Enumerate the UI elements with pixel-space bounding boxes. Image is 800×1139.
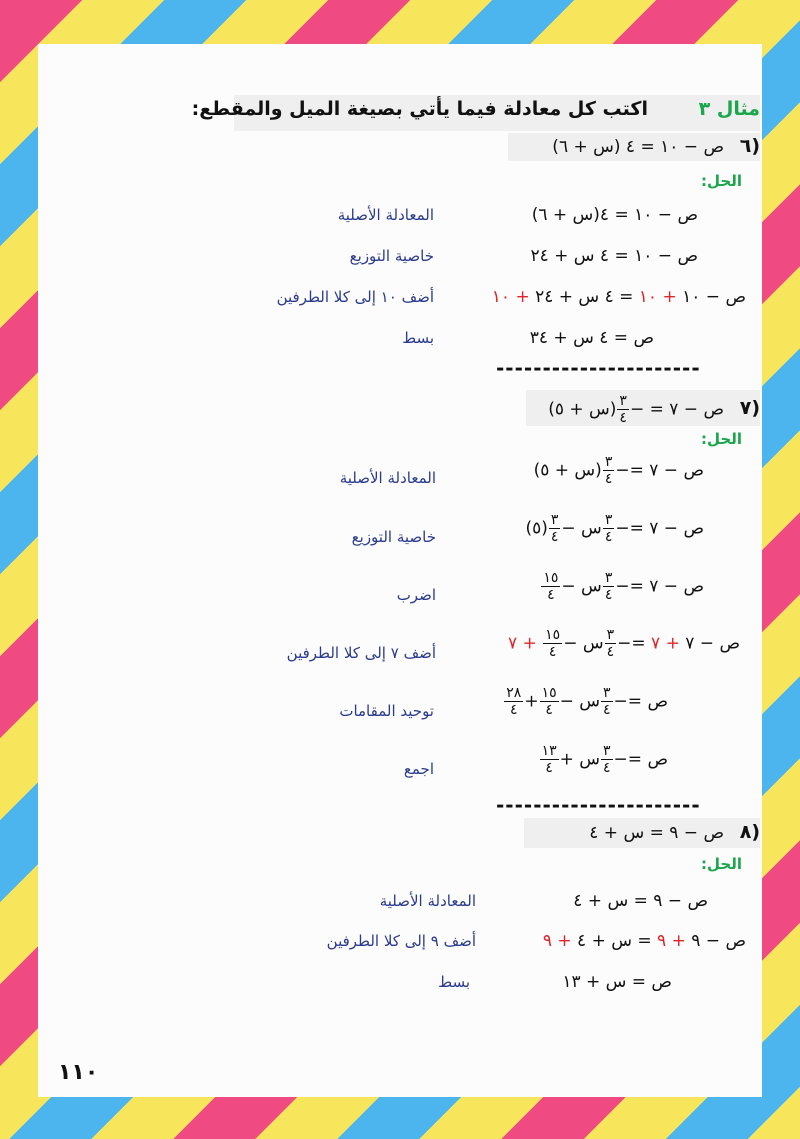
fraction: $\frac{٣}{٤}$ <box>604 512 613 545</box>
p7-step5-eq: ص =− $\frac{٣}{٤}$ س − $\frac{١٥}{٤}$ + $\frac{٢٨}{٤}$ <box>506 685 668 718</box>
p8-step2-label: أضف ٩ إلى كلا الطرفين <box>326 932 476 950</box>
p7-step6-eq: ص =− $\frac{٣}{٤}$ س + $\frac{١٣}{٤}$ <box>541 743 668 776</box>
p6-step2-label: خاصية التوزيع <box>349 247 434 265</box>
solution-label-6: الحل: <box>701 172 742 190</box>
fraction: $\frac{١٥}{٤}$ <box>545 627 561 660</box>
fraction: $\frac{١٥}{٤}$ <box>543 570 559 603</box>
p7-step5-label: توحيد المقامات <box>339 702 434 720</box>
fraction: $\frac{١٣}{٤}$ <box>541 743 557 776</box>
p7-step2-label: خاصية التوزيع <box>351 528 436 546</box>
separator-2: ---------------------- <box>496 793 701 817</box>
separator-1: ---------------------- <box>496 356 701 380</box>
problem-8-number: ٨) <box>739 821 760 843</box>
instruction-text: اكتب كل معادلة فيما يأتي بصيغة الميل والمقطع: <box>191 98 648 120</box>
fraction: $\frac{٣}{٤}$ <box>619 393 627 426</box>
p6-step1-eq: ص − ١٠ = ٤(س + ٦) <box>531 205 698 225</box>
p7-step6-label: اجمع <box>403 760 434 778</box>
page-number: ١١٠ <box>58 1060 99 1085</box>
fraction: $\frac{٣}{٤}$ <box>606 627 615 660</box>
fraction: $\frac{٣}{٤}$ <box>603 685 611 718</box>
solution-label-7: الحل: <box>701 430 742 448</box>
p6-step4-eq: ص = ٤ س + ٣٤ <box>529 328 654 348</box>
p6-step3-label: أضف ١٠ إلى كلا الطرفين <box>276 288 434 306</box>
p7-step4-label: أضف ٧ إلى كلا الطرفين <box>286 644 436 662</box>
fraction: $\frac{٣}{٤}$ <box>604 570 613 603</box>
fraction: $\frac{٣}{٤}$ <box>604 454 613 487</box>
p8-step3-eq: ص = س + ١٣ <box>562 972 672 992</box>
p6-step2-eq: ص − ١٠ = ٤ س + ٢٤ <box>530 246 698 266</box>
problem-6-number: ٦) <box>739 135 760 157</box>
p7-step3-eq: ص − ٧ =− $\frac{٣}{٤}$ س − $\frac{١٥}{٤}$ <box>543 570 704 603</box>
fraction: $\frac{١٥}{٤}$ <box>541 685 557 718</box>
problem-7-number: ٧) <box>739 397 760 419</box>
p8-step2-eq: ص − ٩ + ٩ = س + ٤ + ٩ <box>542 931 746 951</box>
p7-step1-eq: ص − ٧ =− $\frac{٣}{٤}$ (س + ٥) <box>533 454 704 487</box>
problem-6-equation: ص − ١٠ = ٤ (س + ٦) <box>552 137 724 157</box>
p6-step1-label: المعادلة الأصلية <box>337 206 434 224</box>
fraction: $\frac{٣}{٤}$ <box>550 512 559 545</box>
fraction: $\frac{٣}{٤}$ <box>603 743 611 776</box>
p6-step4-label: بسط <box>402 329 434 347</box>
problem-8-equation: ص − ٩ = س + ٤ <box>589 823 724 843</box>
fraction: $\frac{٢٨}{٤}$ <box>506 685 522 718</box>
p7-step1-label: المعادلة الأصلية <box>339 469 436 487</box>
p8-step3-label: بسط <box>438 973 470 991</box>
p7-step2-eq: ص − ٧ =− $\frac{٣}{٤}$ س − $\frac{٣}{٤}$ (٥) <box>525 512 704 545</box>
p6-step3-eq: ص − ١٠ + ١٠ = ٤ س + ٢٤ + ١٠ <box>491 287 746 307</box>
problem-7-equation: ص − ٧ = − $\frac{٣}{٤}$ (س + ٥) <box>548 393 724 426</box>
example-label: مثال ٣ <box>698 98 760 120</box>
solution-label-8: الحل: <box>701 855 742 873</box>
p8-step1-label: المعادلة الأصلية <box>379 892 476 910</box>
p7-step4-eq: ص − ٧ + ٧ =− $\frac{٣}{٤}$ س − $\frac{١٥}{٤}$ + ٧ <box>507 627 740 660</box>
p8-step1-eq: ص − ٩ = س + ٤ <box>573 891 708 911</box>
p7-step3-label: اضرب <box>396 586 436 604</box>
